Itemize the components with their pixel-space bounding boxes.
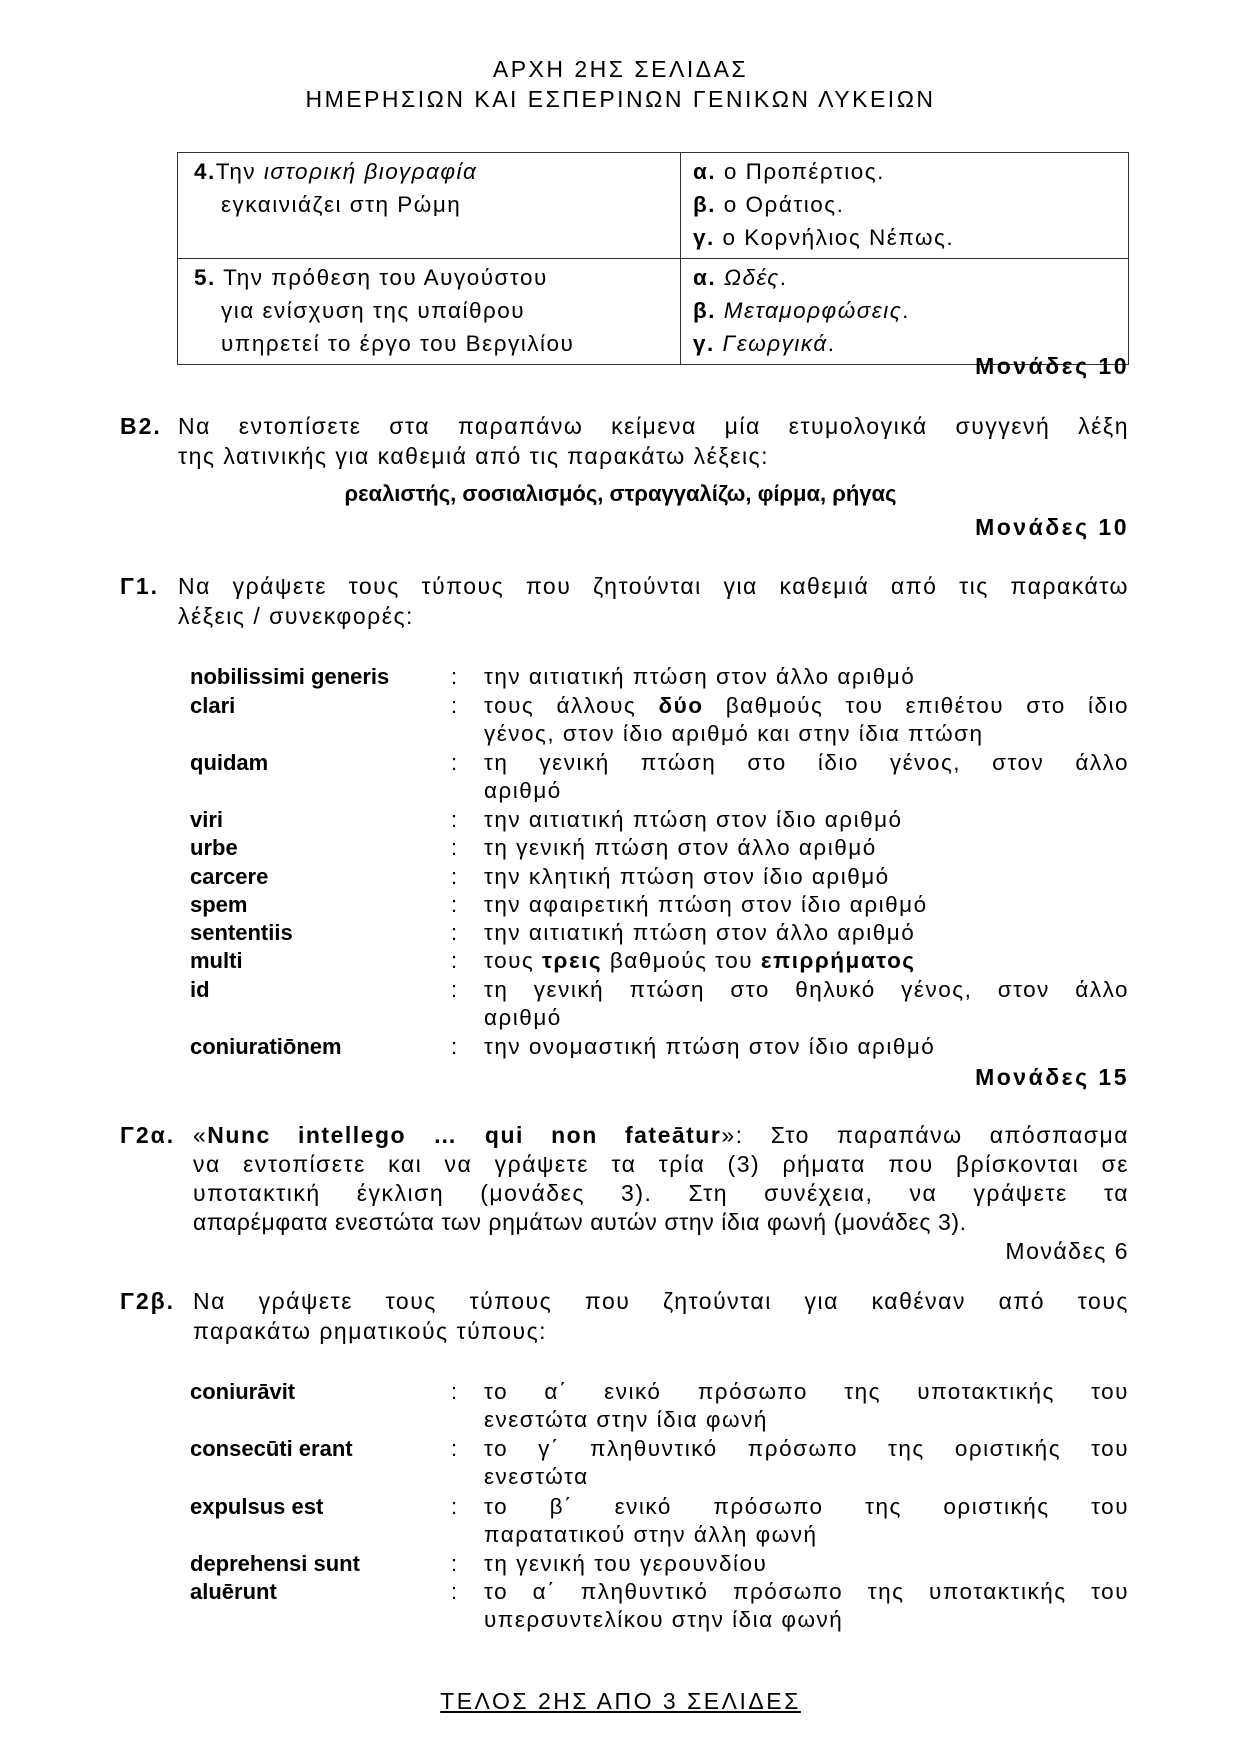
g1-colon: : bbox=[451, 664, 458, 689]
question-label-g2b: Γ2β. bbox=[120, 1288, 176, 1314]
question-label-g1: Γ1. bbox=[120, 573, 160, 599]
g1-desc: την αιτιατική πτώση στον ίδιο αριθμό bbox=[484, 807, 903, 832]
desc-text: βαθμούς του επιθέτου στο ίδιο bbox=[703, 693, 1129, 718]
option-text: ο Κορνήλιος Νέπως. bbox=[722, 225, 955, 250]
g2b-colon: : bbox=[451, 1494, 458, 1519]
option-label: γ. bbox=[693, 225, 715, 250]
question-text: Την πρόθεση του Αυγούστου bbox=[223, 265, 548, 290]
option-label: β. bbox=[693, 298, 716, 323]
question-cell bbox=[178, 259, 681, 365]
option-text: Μεταμορφώσεις bbox=[723, 298, 903, 323]
g1-desc bbox=[484, 693, 1129, 719]
table-row bbox=[178, 259, 1129, 365]
g1-colon: : bbox=[451, 750, 458, 775]
g2a-latin-quote: Nunc intellego … qui non fateātur bbox=[207, 1122, 722, 1148]
g2a-text-line2: να εντοπίσετε και να γράψετε τα τρία (3) ρήματα που βρίσκονται σε bbox=[193, 1151, 1129, 1177]
g1-desc: την αιτιατική πτώση στον άλλο αριθμό bbox=[484, 920, 916, 945]
g1-colon: : bbox=[451, 977, 458, 1002]
g1-desc: την αιτιατική πτώση στον άλλο αριθμό bbox=[484, 664, 916, 689]
option-text: Ωδές bbox=[723, 265, 780, 290]
g1-term: id bbox=[190, 977, 210, 1002]
g1-desc: τη γενική πτώση στον άλλο αριθμό bbox=[484, 835, 877, 860]
g1-term: quidam bbox=[190, 750, 269, 775]
option-text: ο Προπέρτιος. bbox=[723, 159, 885, 184]
g1-colon: : bbox=[451, 1034, 458, 1059]
g1-colon: : bbox=[451, 948, 458, 973]
g2b-term: deprehensi sunt bbox=[190, 1551, 360, 1576]
g1-term: sententiis bbox=[190, 920, 293, 945]
b2-text-line2: της λατινικής για καθεμιά από τις παρακάτω λέξεις: bbox=[178, 443, 770, 469]
g2b-desc: το γ΄ πληθυντικό πρόσωπο της οριστικής του bbox=[484, 1436, 1129, 1461]
g1-colon: : bbox=[451, 920, 458, 945]
g1-term: viri bbox=[190, 807, 224, 832]
b2-text-line1: Να εντοπίσετε στα παραπάνω κείμενα μία ετυμολογικά συγγενή λέξη bbox=[178, 413, 1129, 439]
desc-bold-text: δύο bbox=[658, 693, 704, 718]
question-cell bbox=[178, 153, 681, 259]
g1-desc-continued: αριθμό bbox=[484, 1005, 562, 1030]
g2b-desc: το α΄ ενικό πρόσωπο της υποτακτικής του bbox=[484, 1379, 1129, 1404]
g2b-desc: το β΄ ενικό πρόσωπο της οριστικής του bbox=[484, 1494, 1129, 1519]
g2b-desc-continued: υπερσυντελίκου στην ίδια φωνή bbox=[484, 1607, 844, 1632]
answers-cell bbox=[681, 153, 1129, 259]
g1-desc: τη γενική πτώση στο θηλυκό γένος, στον άλλο bbox=[484, 977, 1129, 1002]
option-label: α. bbox=[693, 159, 717, 184]
g1-term: clari bbox=[190, 693, 236, 718]
option-dot: . bbox=[779, 265, 788, 290]
answers-cell bbox=[681, 259, 1129, 365]
question-italic-text: ιστορική βιογραφία bbox=[263, 159, 478, 184]
score-b2: Μονάδες 10 bbox=[975, 514, 1129, 540]
g2b-colon: : bbox=[451, 1379, 458, 1404]
option-label: β. bbox=[693, 192, 716, 217]
g2b-colon: : bbox=[451, 1551, 458, 1576]
g1-desc bbox=[484, 948, 1129, 974]
desc-text: τους bbox=[484, 948, 542, 973]
g1-colon: : bbox=[451, 807, 458, 832]
g1-term: multi bbox=[190, 948, 243, 973]
g2b-desc: τη γενική του γερουνδίου bbox=[484, 1551, 768, 1576]
page-header-line2: ΗΜΕΡΗΣΙΩΝ ΚΑΙ ΕΣΠΕΡΙΝΩΝ ΓΕΝΙΚΩΝ ΛΥΚΕΙΩΝ bbox=[305, 86, 936, 112]
score-g1: Μονάδες 15 bbox=[975, 1064, 1129, 1090]
g1-term: nobilissimi generis bbox=[190, 664, 390, 689]
g1-colon: : bbox=[451, 835, 458, 860]
g1-colon: : bbox=[451, 892, 458, 917]
g2b-term: consecūti erant bbox=[190, 1436, 353, 1461]
g1-colon: : bbox=[451, 864, 458, 889]
g2b-desc-continued: ενεστώτα bbox=[484, 1464, 589, 1489]
option-dot: . bbox=[827, 331, 836, 356]
score-b1: Μονάδες 10 bbox=[975, 353, 1129, 379]
option-label: γ. bbox=[693, 331, 715, 356]
question-label-g2a: Γ2α. bbox=[120, 1122, 176, 1148]
question-text: Την bbox=[215, 159, 264, 184]
question-label-b2: Β2. bbox=[120, 413, 162, 439]
option-label: α. bbox=[693, 265, 717, 290]
g1-term: carcere bbox=[190, 864, 269, 889]
g2a-text-line1 bbox=[193, 1122, 1129, 1149]
page-header-line1: ΑΡΧΗ 2ΗΣ ΣΕΛΙΔΑΣ bbox=[492, 56, 749, 82]
b2-words: ρεαλιστής, σοσιαλισμός, στραγγαλίζω, φίρμα, ρήγας bbox=[344, 481, 897, 506]
g1-term: urbe bbox=[190, 835, 238, 860]
g2b-desc-continued: παρατατικού στην άλλη φωνή bbox=[484, 1522, 818, 1547]
g1-desc: την κλητική πτώση στον ίδιο αριθμό bbox=[484, 864, 890, 889]
g1-text-line2: λέξεις / συνεκφορές: bbox=[178, 603, 414, 629]
g1-term: coniuratiōnem bbox=[190, 1034, 342, 1059]
g1-desc: την αφαιρετική πτώση στον ίδιο αριθμό bbox=[484, 892, 928, 917]
desc-bold-text: επιρρήματος bbox=[760, 948, 916, 973]
page-footer-text: ΤΕΛΟΣ 2ΗΣ ΑΠΟ 3 ΣΕΛΙΔΕΣ bbox=[440, 1688, 801, 1714]
g1-term: spem bbox=[190, 892, 248, 917]
g2b-desc-continued: ενεστώτα στην ίδια φωνή bbox=[484, 1407, 768, 1432]
option-text: ο Οράτιος. bbox=[723, 192, 845, 217]
g2b-term: coniurāvit bbox=[190, 1379, 296, 1404]
desc-text: βαθμούς του bbox=[602, 948, 761, 973]
page-footer bbox=[0, 1688, 1241, 1715]
question-number: 5. bbox=[194, 265, 216, 290]
g1-colon: : bbox=[451, 693, 458, 718]
desc-text: τους άλλους bbox=[484, 693, 659, 718]
g2b-desc: το α΄ πληθυντικό πρόσωπο της υποτακτικής του bbox=[484, 1579, 1129, 1604]
g2b-text-line1: Να γράψετε τους τύπους που ζητούνται για καθέναν από τους bbox=[193, 1288, 1129, 1314]
question-text: υπηρετεί το έργο του Βεργιλίου bbox=[221, 331, 575, 356]
g1-desc: τη γενική πτώση στο ίδιο γένος, στον άλλο bbox=[484, 750, 1129, 775]
option-dot: . bbox=[902, 298, 910, 323]
g1-desc-continued: αριθμό bbox=[484, 778, 562, 803]
g2b-term: aluērunt bbox=[190, 1579, 277, 1604]
g1-desc: την ονομαστική πτώση στον ίδιο αριθμό bbox=[484, 1034, 936, 1059]
question-text: εγκαινιάζει στη Ρώμη bbox=[221, 192, 462, 217]
g2b-colon: : bbox=[451, 1579, 458, 1604]
score-g2a: Μονάδες 6 bbox=[1005, 1238, 1129, 1264]
matching-table bbox=[177, 152, 1129, 365]
question-number: 4. bbox=[194, 159, 216, 184]
g1-text-line1: Να γράψετε τους τύπους που ζητούνται για καθεμιά από τις παρακάτω bbox=[178, 573, 1129, 599]
g2a-text-line3: υποτακτική έγκλιση (μονάδες 3). Στη συνέχεια, να γράψετε τα bbox=[193, 1180, 1129, 1206]
g2b-text-line2: παρακάτω ρηματικούς τύπους: bbox=[193, 1318, 548, 1344]
quote-mark: » bbox=[721, 1122, 736, 1148]
option-text: Γεωργικά bbox=[722, 331, 828, 356]
g2b-term: expulsus est bbox=[190, 1494, 324, 1519]
g2a-text-line4: απαρέμφατα ενεστώτα των ρημάτων αυτών στην ίδια φωνή (μονάδες 3). bbox=[193, 1209, 967, 1235]
g1-desc-continued: γένος, στον ίδιο αριθμό και στην ίδια πτώση bbox=[484, 721, 984, 746]
quote-mark: « bbox=[193, 1122, 208, 1148]
table-row bbox=[178, 153, 1129, 259]
g2b-colon: : bbox=[451, 1436, 458, 1461]
question-text: για ενίσχυση της υπαίθρου bbox=[221, 298, 526, 323]
g2a-text: : Στο παραπάνω απόσπασμα bbox=[735, 1122, 1130, 1148]
desc-bold-text: τρεις bbox=[541, 948, 603, 973]
